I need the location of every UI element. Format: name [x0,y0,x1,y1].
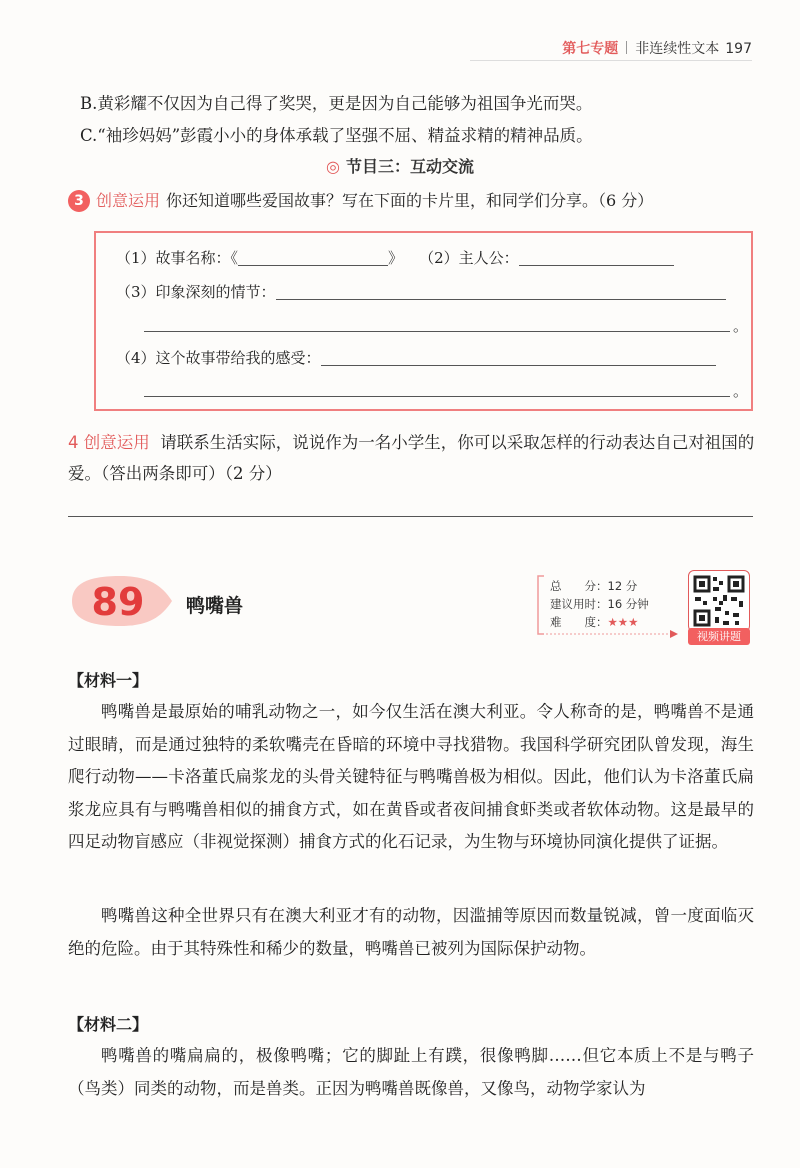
material-1-paragraph-1: 鸭嘴兽是最原始的哺乳动物之一，如今仅生活在澳大利亚。令人称奇的是，鸭嘴兽不是通过眼睛，而是通过独特的柔软嘴壳在昏暗的环境中寻找猎物。我国科学研究团队曾发现，海生爬行动物——卡洛董氏扁浆龙的头骨关键特征与鸭嘴兽极为相似。因此，他们认为卡洛董氏扁浆龙应具有与鸭嘴兽相似的捕食方式，如在黄昏或者夜间捕食虾类或者软体动物。这是最早的四足动物盲感应（非视觉探测）捕食方式的化石记录，为生物与环境协同演化提供了证据。 [68,702,754,852]
lesson-number-badge [68,572,174,630]
question-3 [68,188,653,213]
category-label: 非连续性文本 [635,41,720,57]
option-b: B.黄彩耀不仅因为自己得了奖哭，更是因为自己能够为祖国争光而哭。 [80,94,593,113]
protagonist-label: （2）主人公： [419,249,519,267]
feeling-row [116,347,716,368]
plot-period: 。 [733,317,749,335]
difficulty-label: 难 度： [550,615,608,629]
header-divider [626,41,627,54]
video-explanation-label[interactable]: 视频讲题 [688,628,750,645]
answer-line[interactable] [68,516,753,517]
story-name-blank[interactable] [238,251,388,266]
protagonist-blank[interactable] [519,251,674,266]
plot-blank-1[interactable] [276,285,726,300]
info-box [534,572,682,638]
unit-label: 第七专题 [562,41,619,57]
lesson-number: 89 [91,580,145,624]
material-1-paragraph-2: 鸭嘴兽这种全世界只有在澳大利亚才有的动物，因滥捕等原因而数量锐减，曾一度面临灭绝的危险。由于其特殊性和稀少的数量，鸭嘴兽已被列为国际保护动物。 [68,906,754,958]
plot-blank-2[interactable] [144,331,730,332]
question-3-label: 创意运用 [96,191,161,210]
plot-row [116,281,726,302]
feeling-period: 。 [733,382,749,400]
story-card [94,231,753,411]
question-4-label: 4 创意运用 [68,433,150,452]
difficulty-stars: ★★★ [607,615,639,629]
section-title [0,154,800,177]
material-2-label: 【材料二】 [68,1015,149,1034]
story-name-row [116,247,674,268]
target-icon: ◎ [326,157,340,176]
qr-code-icon[interactable] [688,570,750,632]
suggested-time: 建议用时：16 分钟 [550,597,649,611]
question-4 [68,427,768,489]
feeling-blank-1[interactable] [321,351,716,366]
plot-label: （3）印象深刻的情节： [116,283,276,301]
section-title-text: 节目三：互动交流 [345,157,474,176]
difficulty [550,614,638,630]
page-number: 197 [725,41,752,57]
material-2-paragraph-1: 鸭嘴兽的嘴扁扁的，极像鸭嘴；它的脚趾上有蹼，很像鸭脚……但它本质上不是与鸭子（鸟类）同类的动物，而是兽类。正因为鸭嘴兽既像兽，又像鸟，动物学家认为 [68,1046,754,1098]
story-name-label: （1）故事名称：《 [116,249,239,267]
feeling-label: （4）这个故事带给我的感受： [116,349,321,367]
total-score: 总 分：12 分 [550,579,638,593]
material-1-label: 【材料一】 [68,671,149,690]
feeling-blank-2[interactable] [144,396,730,397]
question-4-prompt: 请联系生活实际，说说作为一名小学生，你可以采取怎样的行动表达自己对祖国的爱。（答出两条即可）（2 分） [68,433,755,483]
question-3-prompt: 你还知道哪些爱国故事？写在下面的卡片里，和同学们分享。（6 分） [166,191,654,210]
story-name-close: 》 [388,249,404,267]
option-c: C.“袖珍妈妈”彭霞小小的身体承载了坚强不屈、精益求精的精神品质。 [80,126,593,145]
header-rule [470,60,752,61]
page-header [562,38,752,58]
question-3-number: 3 [68,190,90,212]
lesson-title: 鸭嘴兽 [186,595,244,617]
